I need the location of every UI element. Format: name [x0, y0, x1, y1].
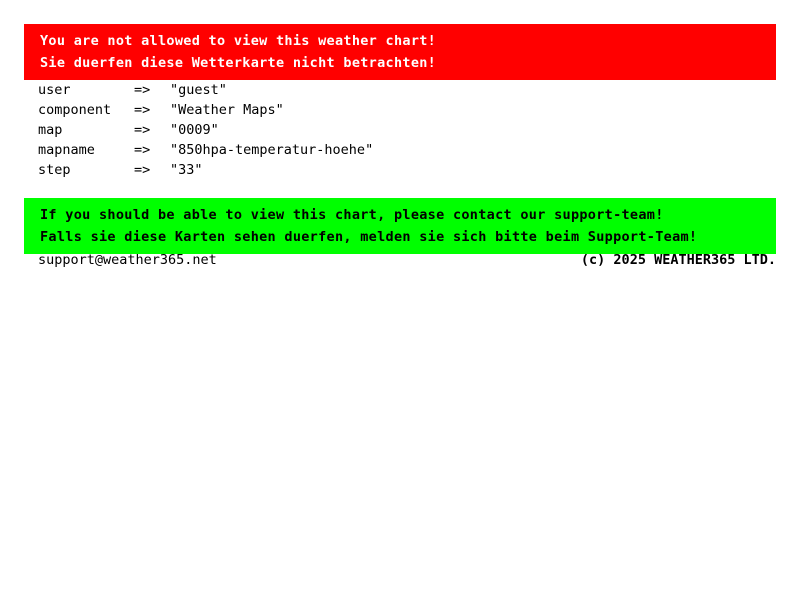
- request-parameters: [38, 80, 778, 180]
- param-value-component: "Weather Maps": [170, 102, 284, 118]
- param-row: [38, 140, 778, 160]
- support-email-link[interactable]: support@weather365.net: [38, 252, 217, 268]
- param-key-map: map: [38, 122, 63, 138]
- param-row: [38, 100, 778, 120]
- param-value-step: "33": [170, 162, 203, 178]
- info-banner: [24, 198, 776, 254]
- param-value-user: "guest": [170, 82, 227, 98]
- page-footer: [38, 250, 776, 270]
- param-arrow: =>: [134, 142, 151, 158]
- error-banner: [24, 24, 776, 80]
- copyright-text: (c) 2025 WEATHER365 LTD.: [580, 252, 776, 268]
- param-arrow: =>: [134, 82, 151, 98]
- info-banner-line-en: If you should be able to view this chart, please contact our support-team!: [40, 207, 664, 223]
- param-key-component: component: [38, 102, 112, 118]
- param-value-map: "0009": [170, 122, 219, 138]
- param-arrow: =>: [134, 162, 151, 178]
- param-row: [38, 120, 778, 140]
- error-banner-line-de: Sie duerfen diese Wetterkarte nicht betrachten!: [40, 55, 437, 71]
- param-key-step: step: [38, 162, 71, 178]
- param-value-mapname: "850hpa-temperatur-hoehe": [170, 142, 374, 158]
- param-arrow: =>: [134, 122, 151, 138]
- param-key-mapname: mapname: [38, 142, 95, 158]
- param-row: [38, 160, 778, 180]
- info-banner-line-de: Falls sie diese Karten sehen duerfen, melden sie sich bitte beim Support-Team!: [40, 229, 698, 245]
- param-arrow: =>: [134, 102, 151, 118]
- param-row: [38, 80, 778, 100]
- error-banner-line-en: You are not allowed to view this weather chart!: [40, 33, 437, 49]
- param-key-user: user: [38, 82, 71, 98]
